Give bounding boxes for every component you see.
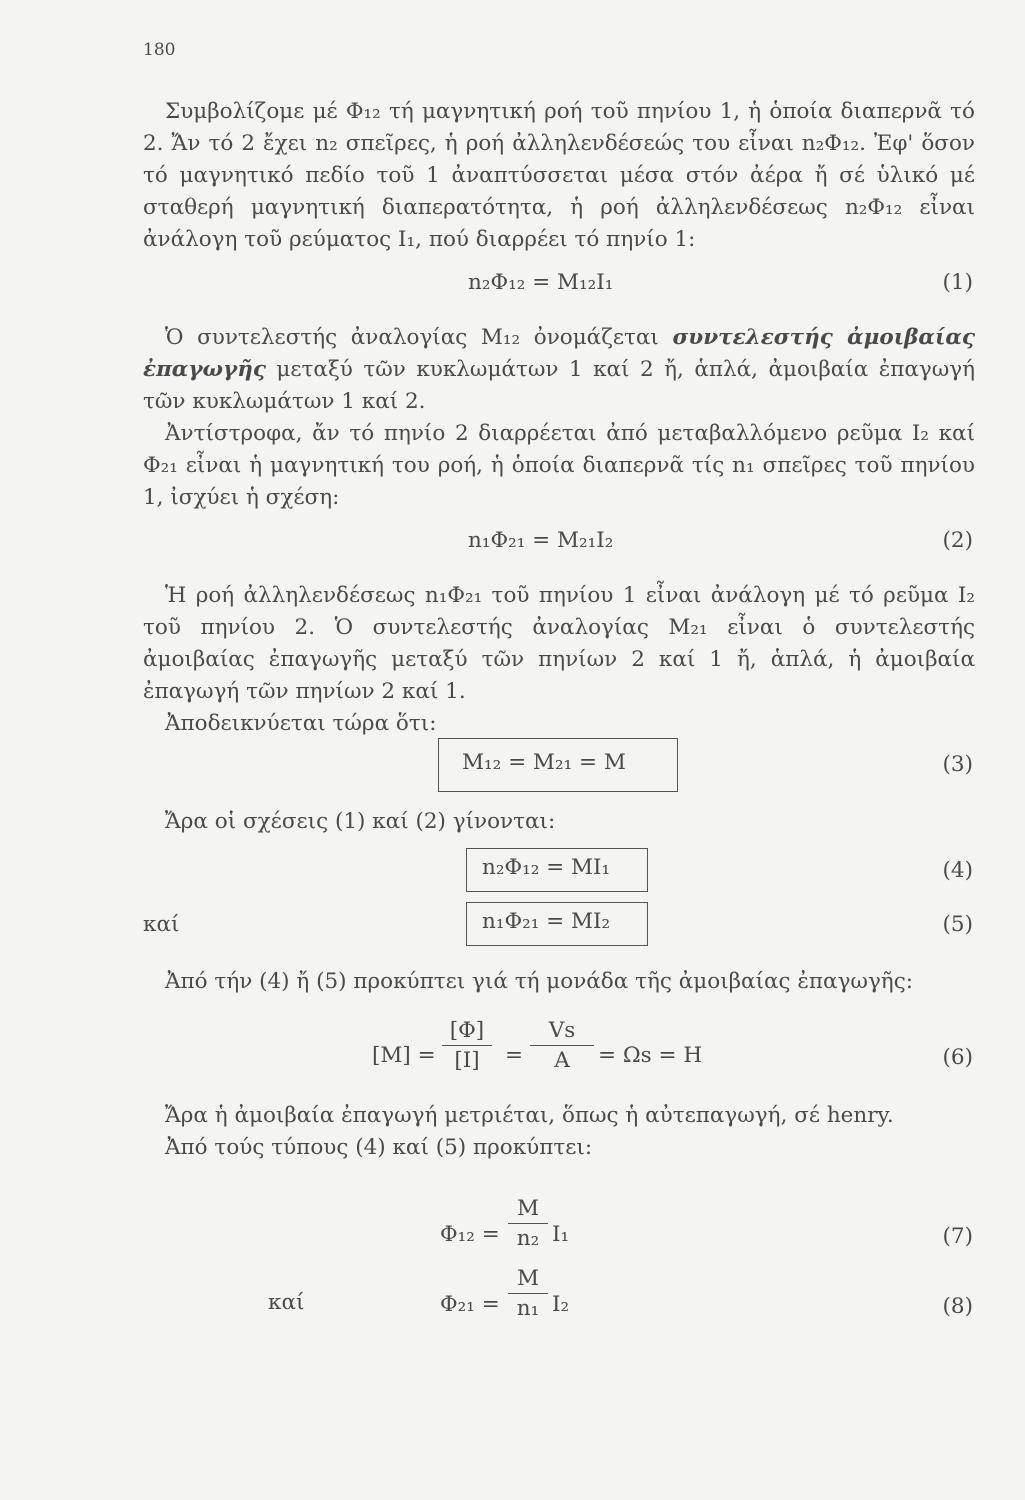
equation-label-7: (7): [942, 1224, 973, 1249]
conjunction-1: καί: [143, 912, 180, 937]
eq7-rhs: I₁: [552, 1222, 570, 1247]
paragraph-5: Ἀποδεικνύεται τώρα ὅτι:: [165, 711, 437, 736]
fraction-bar: [508, 1293, 548, 1294]
defined-term: συντελεστής ἀμοιβαίας ἐπαγωγῆς: [143, 325, 975, 382]
paragraph-9: Ἀπό τούς τύπους (4) καί (5) προκύπτει:: [165, 1135, 593, 1160]
equation-4: n₂Φ₁₂ = MI₁: [482, 855, 611, 880]
equation-3: M₁₂ = M₂₁ = M: [462, 750, 626, 775]
eq7-fraction: [508, 1196, 548, 1251]
eq8-lhs: Φ₂₁ =: [440, 1292, 500, 1317]
paragraph-2-text-a: Ὁ συντελεστής ἀναλογίας M₁₂ ὀνομάζεται: [165, 325, 673, 350]
equation-label-4: (4): [942, 858, 973, 883]
fraction-bar: [442, 1045, 492, 1046]
fraction-bar: [508, 1223, 548, 1224]
paragraph-3: Ἀντίστροφα, ἄν τό πηνίο 2 διαρρέεται ἀπό μεταβαλλόμενο ρεῦμα I₂ καί Φ₂₁ εἶναι ἡ μαγνητική του ροή, ἡ ὁποία διαπερνᾶ τίς n₁ σπεῖρες τοῦ πηνίου 1, ἰσχύει ἡ σχέση:: [143, 421, 975, 510]
eq7-denominator: n₂: [516, 1226, 540, 1251]
page-number: 180: [143, 40, 176, 60]
eq6-numerator-1: [Φ]: [449, 1018, 485, 1043]
eq6-lhs: [M] =: [372, 1043, 436, 1068]
eq6-mid: =: [505, 1043, 524, 1068]
equation-label-5: (5): [942, 912, 973, 937]
equation-label-6: (6): [942, 1045, 973, 1070]
eq7-lhs: Φ₁₂ =: [440, 1222, 500, 1247]
conjunction-2: καί: [268, 1290, 305, 1315]
eq8-denominator: n₁: [516, 1296, 540, 1321]
paragraph-2-text-b: μεταξύ τῶν κυκλωμάτων 1 καί 2 ἤ, ἁπλά, ἀμοιβαία ἐπαγωγή τῶν κυκλωμάτων 1 καί 2.: [143, 357, 975, 414]
paragraph-1: Συμβολίζομε μέ Φ₁₂ τή μαγνητική ροή τοῦ πηνίου 1, ἡ ὁποία διαπερνᾶ τό 2. Ἄν τό 2 ἔχει n₂ σπεῖρες, ἡ ροή ἀλληλενδέσεώς του εἶναι n₂Φ₁₂. Ἐφ' ὅσον τό μαγνητικό πεδίο τοῦ 1 ἀναπτύσσεται μέσα στόν ἀέρα ἤ σέ ὑλικό μέ σταθερή μαγνητική διαπερατότητα, ἡ ροή ἀλληλενδέσεως n₂Φ₁₂ εἶναι ἀνάλογη τοῦ ρεύματος I₁, πού διαρρέει τό πηνίο 1:: [143, 99, 975, 252]
eq6-rhs: = Ωs = H: [598, 1043, 703, 1068]
equation-label-3: (3): [942, 752, 973, 777]
equation-label-8: (8): [942, 1294, 973, 1319]
paragraph-8: Ἄρα ἡ ἀμοιβαία ἐπαγωγή μετριέται, ὅπως ἡ αὐτεπαγωγή, σέ henry.: [165, 1103, 894, 1128]
eq6-numerator-2: Vs: [548, 1018, 576, 1043]
eq8-rhs: I₂: [552, 1292, 570, 1317]
equation-label-2: (2): [942, 528, 973, 553]
eq8-numerator: M: [516, 1266, 539, 1291]
equation-5: n₁Φ₂₁ = MI₂: [482, 909, 611, 934]
eq6-denominator-1: [I]: [454, 1048, 480, 1073]
eq6-fraction-1: [442, 1018, 492, 1073]
equation-label-1: (1): [942, 270, 973, 295]
eq8-fraction: [508, 1266, 548, 1321]
eq6-denominator-2: A: [554, 1048, 570, 1073]
paragraph-6: Ἄρα οἱ σχέσεις (1) καί (2) γίνονται:: [165, 809, 556, 834]
paragraph-2: [143, 322, 975, 418]
paragraph-4: Ἡ ροή ἀλληλενδέσεως n₁Φ₂₁ τοῦ πηνίου 1 εἶναι ἀνάλογη μέ τό ρεῦμα I₂ τοῦ πηνίου 2. Ὁ συντελεστής ἀναλογίας M₂₁ εἶναι ὁ συντελεστής ἀμοιβαίας ἐπαγωγῆς μεταξύ τῶν πηνίων 2 καί 1 ἤ, ἁπλά, ἡ ἀμοιβαία ἐπαγωγή τῶν πηνίων 2 καί 1.: [143, 583, 975, 704]
equation-2: n₁Φ₂₁ = M₂₁I₂: [468, 528, 614, 553]
paragraph-7: Ἀπό τήν (4) ἤ (5) προκύπτει γιά τή μονάδα τῆς ἀμοιβαίας ἐπαγωγῆς:: [165, 969, 913, 994]
eq7-numerator: M: [516, 1196, 539, 1221]
eq6-fraction-2: [530, 1018, 594, 1073]
equation-1: n₂Φ₁₂ = M₁₂I₁: [468, 270, 614, 295]
fraction-bar: [530, 1045, 594, 1046]
